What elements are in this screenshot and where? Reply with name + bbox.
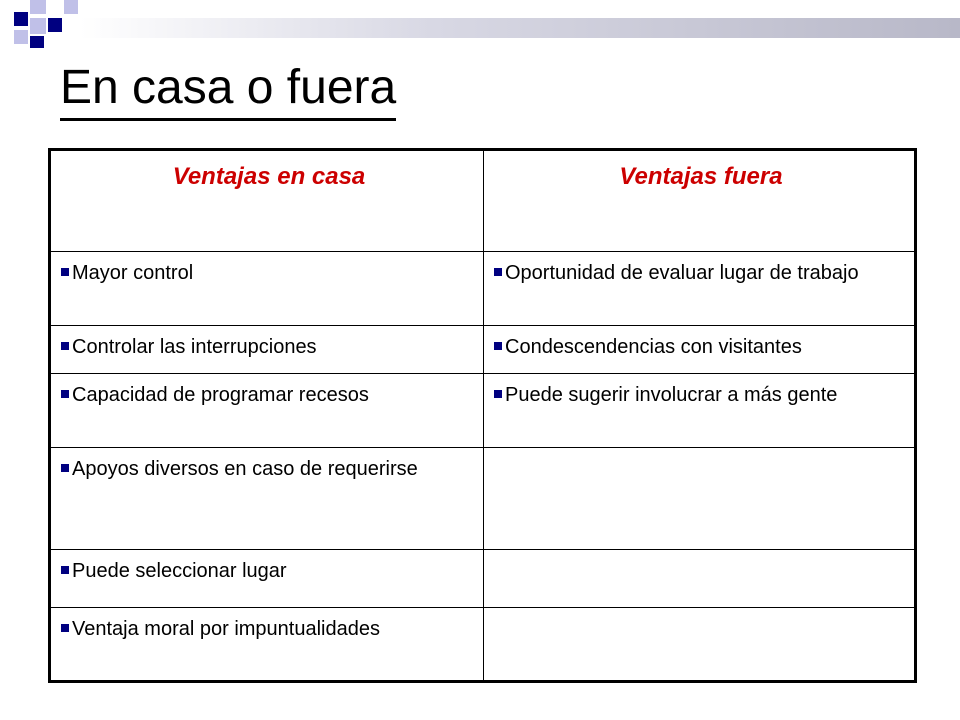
cell-text: Puede seleccionar lugar [72, 560, 287, 582]
cell-text: Oportunidad de evaluar lugar de trabajo [505, 262, 859, 284]
square-bullet-icon [61, 624, 69, 632]
table-row [50, 374, 916, 448]
decor-square-navy-3 [30, 36, 44, 48]
decor-square-lavender-4 [64, 0, 78, 14]
cell-text: Mayor control [72, 262, 194, 284]
decor-square-lavender-1 [30, 0, 46, 14]
table-cell-empty [484, 448, 916, 550]
square-bullet-icon [494, 268, 502, 276]
table-row [50, 550, 916, 608]
comparison-table [48, 148, 917, 683]
cell-text: Controlar las interrupciones [72, 336, 317, 358]
table-row [50, 252, 916, 326]
table-row [50, 326, 916, 374]
cell-text: Capacidad de programar recesos [72, 384, 369, 406]
cell-text: Puede sugerir involucrar a más gente [505, 384, 838, 406]
square-bullet-icon [494, 342, 502, 350]
decor-square-navy-2 [48, 18, 62, 32]
table-cell [50, 608, 484, 682]
table-cell-empty [484, 550, 916, 608]
square-bullet-icon [61, 342, 69, 350]
header-gradient-bar [80, 18, 960, 38]
decor-square-lavender-2 [30, 18, 46, 34]
cell-text: Ventaja moral por impuntualidades [72, 618, 380, 640]
table-row [50, 608, 916, 682]
cell-text: Condescendencias con visitantes [505, 336, 802, 358]
table-cell [50, 374, 484, 448]
table-row [50, 448, 916, 550]
square-bullet-icon [61, 464, 69, 472]
column-header-en-casa: Ventajas en casa [50, 150, 484, 252]
column-header-fuera: Ventajas fuera [484, 150, 916, 252]
square-bullet-icon [61, 566, 69, 574]
square-bullet-icon [61, 268, 69, 276]
decor-square-navy-1 [14, 12, 28, 26]
square-bullet-icon [494, 390, 502, 398]
table-cell [50, 448, 484, 550]
table-cell [50, 252, 484, 326]
table-header-row [50, 150, 916, 252]
table-cell-empty [484, 608, 916, 682]
square-bullet-icon [61, 390, 69, 398]
table-cell [50, 550, 484, 608]
table-cell [50, 326, 484, 374]
table-cell [484, 326, 916, 374]
table-cell [484, 252, 916, 326]
decor-square-lavender-3 [14, 30, 28, 44]
cell-text: Apoyos diversos en caso de requerirse [72, 458, 418, 480]
slide-title: En casa o fuera [60, 58, 396, 121]
table-cell [484, 374, 916, 448]
